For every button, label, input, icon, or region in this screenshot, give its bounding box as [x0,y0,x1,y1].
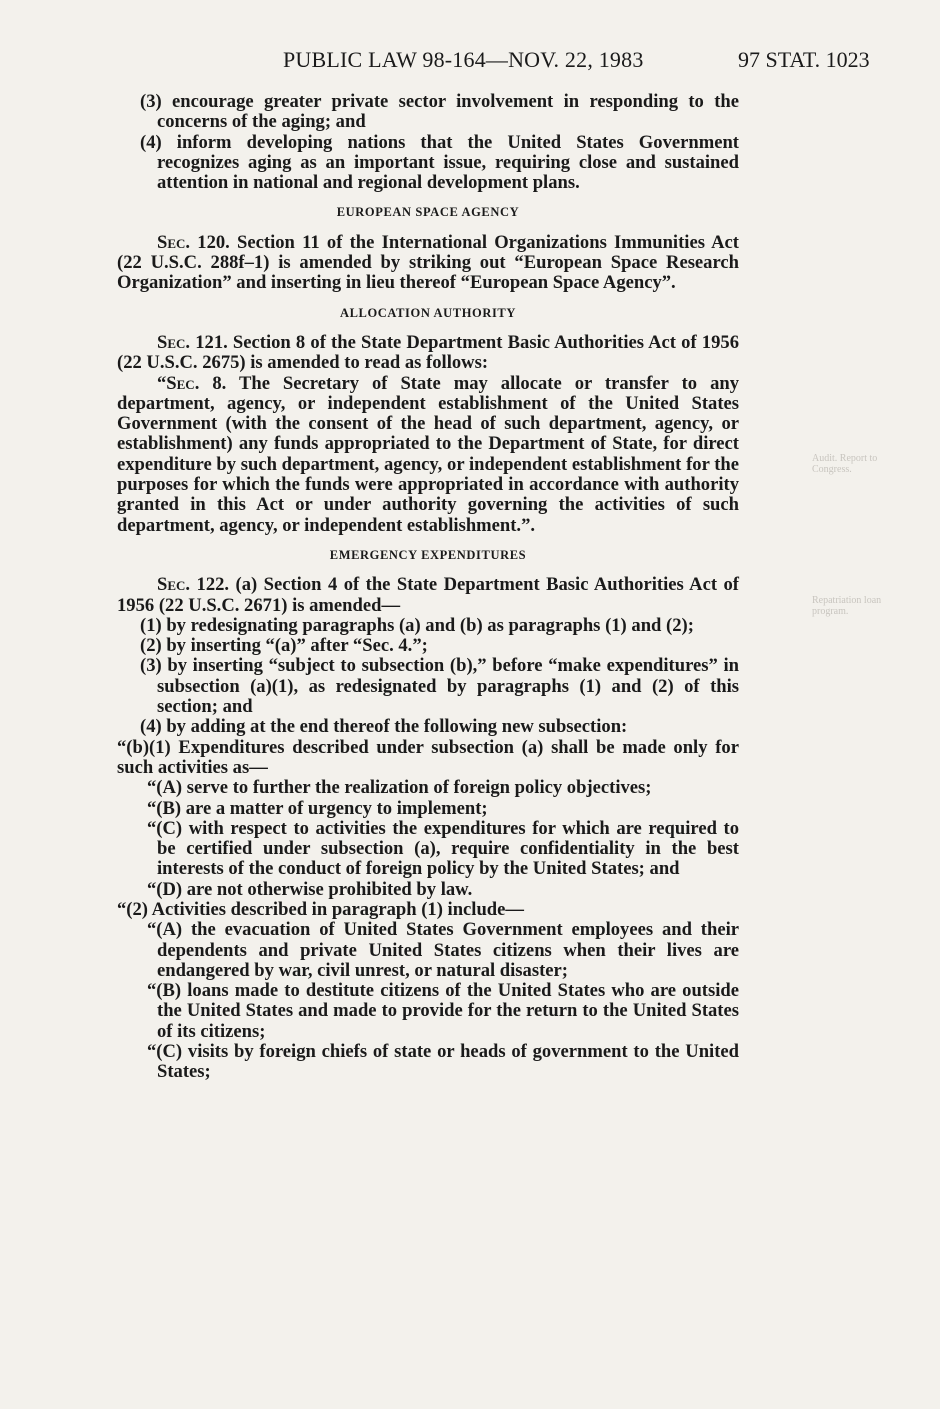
numbered-clause: (3) encourage greater private sector involvement in responding to the concerns of the aging; and [140,91,739,133]
subsection-paragraph: “(b)(1) Expenditures described under subsection (a) shall be made only for such activities as— [117,736,739,778]
section-paragraph [117,374,739,536]
numbered-clause: (4) inform developing nations that the United States Government recognizes aging as an important issue, requiring close and sustained attention in national and regional development plans. [140,131,739,194]
lettered-clause: “(C) with respect to activities the expenditures for which are required to be certified under subsection (a), require confidentiality in the best interests of the conduct of foreign policy by the United States; and [147,817,739,880]
page-number: 97 STAT. 1023 [738,47,870,72]
section-body: 121. Section 8 of the State Department Basic Authorities Act of 1956 (22 U.S.C. 2675) is amended to read as follows: [117,331,739,374]
numbered-clause: (4) by adding at the end thereof the following new subsection: [140,716,628,738]
numbered-clause: (1) by redesignating paragraphs (a) and (b) as paragraphs (1) and (2); [140,614,694,636]
running-header: PUBLIC LAW 98-164—NOV. 22, 1983 [283,47,644,72]
section-body: 8. The Secretary of State may allocate or transfer to any department, agency, or independent establishment of the United States Government (with the consent of the head of such department, agency, or establishment) any funds appropriated to the Department of State, for direct expenditure by such department, agency, or independent establishment for the purposes for which the funds were appropriated in accordance with authority granted in this Act or under authority governing the activities of such department, agency, or independent establishment.”. [117,372,739,536]
lettered-clause: “(A) serve to further the realization of foreign policy objectives; [147,777,652,799]
section-paragraph [117,575,739,616]
section-heading: ALLOCATION AUTHORITY [339,305,517,320]
section-label: “Sec. [157,372,200,394]
numbered-clause: (2) by inserting “(a)” after “Sec. 4.”; [140,635,428,657]
section-label: Sec. [157,231,191,253]
subsection-paragraph: “(2) Activities described in paragraph (1) include— [117,898,524,920]
section-heading: EUROPEAN SPACE AGENCY [336,205,520,220]
margin-note-audit: Audit. Report to Congress. [812,453,878,475]
lettered-clause: “(D) are not otherwise prohibited by law. [147,878,473,900]
margin-note-repatriation: Repatriation loan program. [812,595,882,617]
section-label: Sec. [157,574,191,596]
section-body: 120. Section 11 of the International Organizations Immunities Act (22 U.S.C. 288f–1) is amended by striking out “European Space Research Organization” and inserting in lieu thereof “European Space Agency”. [117,231,739,294]
section-paragraph [117,233,739,294]
section-label: Sec. [157,331,191,353]
section-heading: EMERGENCY EXPENDITURES [329,547,527,562]
lettered-clause: “(B) loans made to destitute citizens of the United States who are outside the United States and made to provide for the return to the United States of its citizens; [147,980,739,1042]
lettered-clause: “(B) are a matter of urgency to implement; [147,797,488,819]
numbered-clause: (3) by inserting “subject to subsection (b),” before “make expenditures” in subsection (a)(1), as redesignated by paragraphs (1) and (2) of this section; and [140,655,739,718]
section-body: 122. (a) Section 4 of the State Department Basic Authorities Act of 1956 (22 U.S.C. 2671) is amended— [117,574,739,616]
lettered-clause: “(A) the evacuation of United States Government employees and their dependents and private United States citizens when their lives are endangered by war, civil unrest, or natural disaster; [147,919,739,981]
section-paragraph [117,333,739,374]
lettered-clause: “(C) visits by foreign chiefs of state or heads of government to the United States; [147,1041,739,1083]
statute-text [117,92,739,1083]
